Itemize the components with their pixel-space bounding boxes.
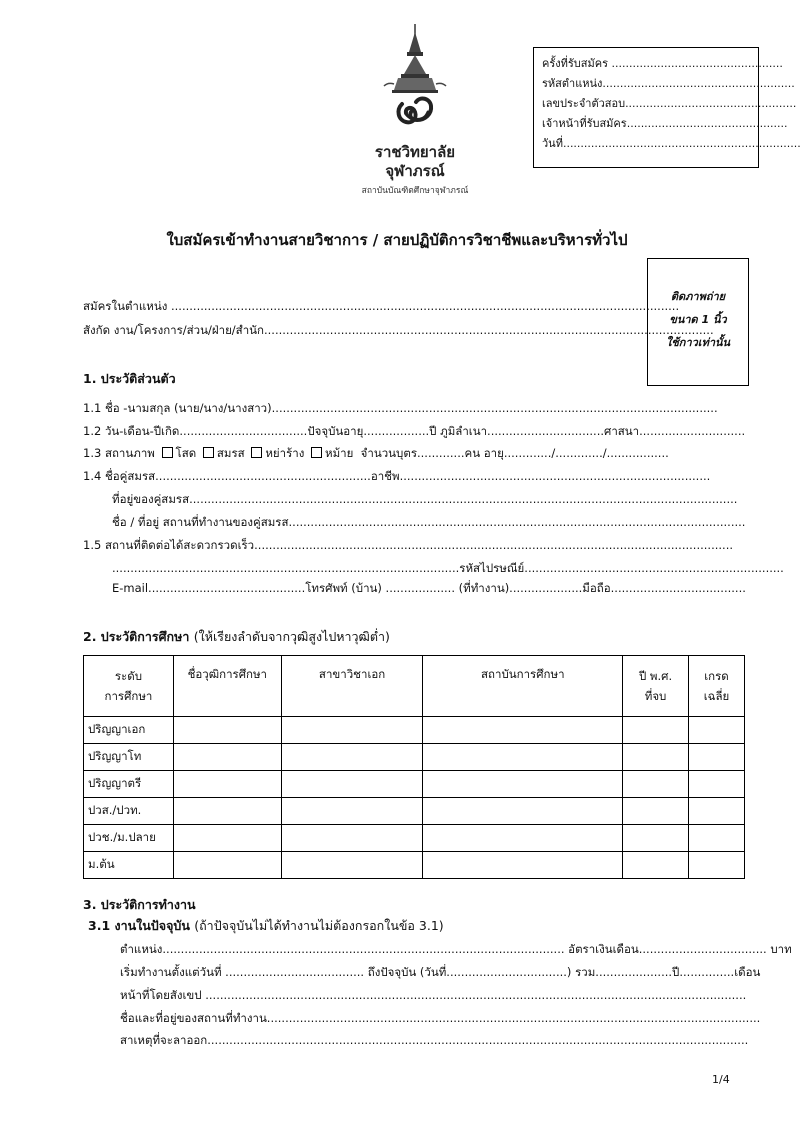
major-cell[interactable] [281, 798, 423, 825]
major-cell[interactable] [281, 852, 423, 879]
table-row [84, 825, 745, 852]
status-divorced-label: หย่าร้าง [265, 446, 305, 460]
status-divorced-checkbox[interactable] [251, 447, 262, 458]
section2-title-row [83, 627, 390, 647]
year-cell[interactable] [623, 744, 689, 771]
section3-sub-row [88, 916, 444, 936]
degree-cell[interactable] [173, 852, 281, 879]
level-cell: ปวส./ปวท. [84, 798, 174, 825]
office-line-officer: เจ้าหน้าที่รับสมัคร.............................................. [542, 117, 788, 130]
s3-reason-field[interactable]: สาเหตุที่จะลาออก.................................................................................................................................................... [120, 1033, 749, 1047]
col-header-gpa: เกรด เฉลี่ย [689, 656, 745, 717]
gpa-cell[interactable] [689, 771, 745, 798]
photo-box-line3: ใช้กาวเท่านั้น [665, 336, 731, 349]
s3-position-salary-field[interactable]: ตำแหน่ง.............................................................................................................. อัตราเงินเดือน................................... บาท [120, 942, 792, 956]
photo-box-line2: ขนาด 1 นิ้ว [669, 313, 727, 326]
s3-employer-field[interactable]: ชื่อและที่อยู่ของสถานที่ทำงาน....................................................................................................................................... [120, 1011, 761, 1025]
gpa-cell[interactable] [689, 852, 745, 879]
section3-sub-title: 3.1 งานในปัจจุบัน [88, 918, 190, 933]
s3-duties-field[interactable]: หน้าที่โดยสังเขป .................................................................................................................................................... [120, 988, 747, 1002]
major-cell[interactable] [281, 825, 423, 852]
major-cell[interactable] [281, 744, 423, 771]
degree-cell[interactable] [173, 798, 281, 825]
s1-status-label: 1.3 สถานภาพ [83, 446, 155, 460]
section3-title: 3. ประวัติการทำงาน [83, 897, 196, 912]
col-header-major: สาขาวิชาเอก [281, 656, 423, 717]
gpa-cell[interactable] [689, 717, 745, 744]
status-widowed-label: หม้าย [325, 446, 354, 460]
section2-title: 2. ประวัติการศึกษา [83, 629, 190, 644]
year-cell[interactable] [623, 825, 689, 852]
photo-box-line1: ติดภาพถ่าย [670, 290, 726, 303]
s1-name-field[interactable]: 1.1 ชื่อ -นามสกุล (นาย/นาง/นางสาว).......................................................................................................................... [83, 401, 718, 415]
year-cell[interactable] [623, 717, 689, 744]
office-line-position-code: รหัสตำแหน่ง....................................................... [542, 77, 795, 90]
col-header-institution: สถาบันการศึกษา [423, 656, 623, 717]
year-cell[interactable] [623, 798, 689, 825]
degree-cell[interactable] [173, 825, 281, 852]
level-cell: ปริญญาเอก [84, 717, 174, 744]
section2-note: (ให้เรียงลำดับจากวุฒิสูงไปหาวุฒิต่ำ) [193, 629, 390, 644]
s1-postcode-field[interactable]: ...............................................................................................รหัสไปรษณีย์....................................................................... [112, 561, 784, 575]
apply-unit-field[interactable]: สังกัด งาน/โครงการ/ส่วน/ฝ่าย/สำนัก........................................................................................................................... [83, 323, 714, 337]
s1-birth-field[interactable]: 1.2 วัน-เดือน-ปีเกิด...................................ปัจจุบันอายุ..................ปี ภูมิลำเนา................................ศาสนา............................. [83, 424, 746, 438]
status-married-label: สมรส [216, 446, 245, 460]
institution-cell[interactable] [423, 717, 623, 744]
s1-contact-field[interactable]: 1.5 สถานที่ติดต่อได้สะดวกรวดเร็ว................................................................................................................................... [83, 538, 734, 552]
office-use-box [533, 47, 801, 168]
level-cell: ปริญญาตรี [84, 771, 174, 798]
degree-cell[interactable] [173, 744, 281, 771]
status-single-label: โสด [175, 446, 197, 460]
photo-box[interactable] [647, 258, 749, 386]
status-single-checkbox[interactable] [162, 447, 173, 458]
section1-title: 1. ประวัติส่วนตัว [83, 371, 176, 386]
s1-spouse-work-field[interactable]: ชื่อ / ที่อยู่ สถานที่ทำงานของคู่สมรส............................................................................................................................. [112, 515, 746, 529]
status-widowed-checkbox[interactable] [311, 447, 322, 458]
page-number: 1/4 [712, 1073, 730, 1086]
institution-cell[interactable] [423, 825, 623, 852]
major-cell[interactable] [281, 717, 423, 744]
col-header-degree: ชื่อวุฒิการศึกษา [173, 656, 281, 717]
table-row [84, 852, 745, 879]
university-name-line2: จุฬาภรณ์ [385, 162, 445, 180]
major-cell[interactable] [281, 771, 423, 798]
apply-position-field[interactable]: สมัครในตำแหน่ง ........................................................................................................................................... [83, 299, 680, 313]
table-row [84, 744, 745, 771]
university-name-line1: ราชวิทยาลัย [374, 143, 456, 161]
col-header-level: ระดับ การศึกษา [84, 656, 174, 717]
status-married-checkbox[interactable] [203, 447, 214, 458]
institution-cell[interactable] [423, 852, 623, 879]
level-cell: ปริญญาโท [84, 744, 174, 771]
s1-email-phone-field[interactable]: E-mail...........................................โทรศัพท์ (บ้าน) ................... (ที่ทำงาน)....................มือถือ..................................... [112, 581, 746, 595]
col-header-year: ปี พ.ศ. ที่จบ [623, 656, 689, 717]
s1-children-field[interactable]: จำนวนบุตร.............คน อายุ............./............./................. [360, 446, 669, 460]
education-header-row [84, 656, 745, 717]
education-table [83, 655, 745, 879]
table-row [84, 771, 745, 798]
gpa-cell[interactable] [689, 798, 745, 825]
degree-cell[interactable] [173, 717, 281, 744]
office-line-round: ครั้งที่รับสมัคร ................................................. [542, 57, 783, 70]
office-line-exam-number: เลขประจำตัวสอบ................................................. [542, 97, 797, 110]
s1-status-row [83, 445, 718, 463]
institute-name: สถาบันบัณฑิตศึกษาจุฬาภรณ์ [361, 186, 469, 196]
crown-emblem-icon [380, 22, 450, 140]
gpa-cell[interactable] [689, 825, 745, 852]
form-title: ใบสมัครเข้าทำงานสายวิชาการ / สายปฏิบัติการวิชาชีพและบริหารทั่วไป [166, 231, 628, 249]
degree-cell[interactable] [173, 771, 281, 798]
university-logo [361, 22, 469, 197]
section3-sub-note: (ถ้าปัจจุบันไม่ได้ทำงานไม่ต้องกรอกในข้อ 3.1) [194, 918, 444, 933]
s3-start-date-field[interactable]: เริ่มทำงานตั้งแต่วันที่ ...................................... ถึงปัจจุบัน (วันที่.................................) รวม.....................ปี...............เดือน [120, 965, 761, 979]
level-cell: ปวช./ม.ปลาย [84, 825, 174, 852]
table-row [84, 717, 745, 744]
table-row [84, 798, 745, 825]
s1-spouse-field[interactable]: 1.4 ชื่อคู่สมรส...........................................................อาชีพ..................................................................................... [83, 469, 711, 483]
year-cell[interactable] [623, 852, 689, 879]
s1-spouse-address-field[interactable]: ที่อยู่ของคู่สมรส...................................................................................................................................................... [112, 492, 738, 506]
institution-cell[interactable] [423, 744, 623, 771]
institution-cell[interactable] [423, 771, 623, 798]
level-cell: ม.ต้น [84, 852, 174, 879]
institution-cell[interactable] [423, 798, 623, 825]
office-line-date: วันที่.................................................................... [542, 137, 801, 150]
gpa-cell[interactable] [689, 744, 745, 771]
year-cell[interactable] [623, 771, 689, 798]
